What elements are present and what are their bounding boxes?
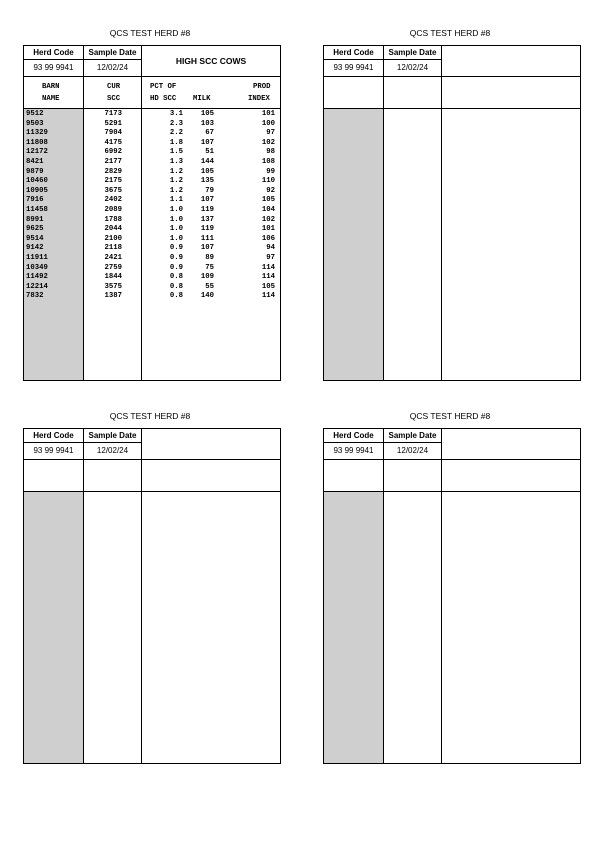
sample-date-cell xyxy=(384,429,442,459)
table-row xyxy=(24,196,280,206)
cell-barn: 12172 xyxy=(26,148,48,157)
cell-pct: 0.9 xyxy=(169,263,183,272)
panel-title: QCS TEST HERD #8 xyxy=(409,411,491,421)
report-header xyxy=(24,429,280,460)
report-frame xyxy=(323,428,581,764)
report-frame xyxy=(23,428,281,764)
table-row xyxy=(24,235,280,245)
cell-prod: 108 xyxy=(261,157,275,166)
report-frame xyxy=(23,45,281,381)
cell-prod: 101 xyxy=(261,225,275,234)
cell-prod: 94 xyxy=(266,244,275,253)
cell-pct: 1.2 xyxy=(169,177,183,186)
cell-barn: 9879 xyxy=(26,167,44,176)
cell-prod: 110 xyxy=(261,177,275,186)
cell-pct: 2.2 xyxy=(169,129,183,138)
cell-milk: 105 xyxy=(200,167,214,176)
cell-milk: 135 xyxy=(200,177,214,186)
cell-milk: 79 xyxy=(205,186,214,195)
cell-milk: 140 xyxy=(200,292,214,301)
cell-milk: 55 xyxy=(205,282,214,291)
cell-pct: 1.3 xyxy=(169,157,183,166)
divider xyxy=(441,429,442,763)
report-frame xyxy=(323,45,581,381)
cell-scc: 4175 xyxy=(104,138,122,147)
sample-date-cell xyxy=(84,429,142,459)
cell-milk: 75 xyxy=(205,263,214,272)
herd-code-value: 93 99 9941 xyxy=(333,446,374,455)
cell-barn: 11458 xyxy=(26,205,48,214)
cell-prod: 105 xyxy=(261,196,275,205)
cell-prod: 102 xyxy=(261,215,275,224)
cell-milk: 119 xyxy=(200,225,214,234)
barn-name-column-shade xyxy=(324,108,384,380)
cell-scc: 2402 xyxy=(104,196,122,205)
cell-prod: 101 xyxy=(261,110,275,118)
table-row xyxy=(24,206,280,216)
cell-prod: 99 xyxy=(266,167,275,176)
col-cur-1: CUR xyxy=(107,83,121,91)
panel-title: QCS TEST HERD #8 xyxy=(109,28,191,38)
cell-milk: 107 xyxy=(200,244,214,253)
table-row xyxy=(24,216,280,226)
cell-scc: 2829 xyxy=(104,167,122,176)
report-header xyxy=(324,429,580,460)
divider xyxy=(83,429,84,763)
table-row xyxy=(24,158,280,168)
herd-code-cell xyxy=(324,46,384,76)
col-prod-2: INDEX xyxy=(248,95,270,103)
cell-scc: 3575 xyxy=(104,282,122,291)
cell-milk: 137 xyxy=(200,215,214,224)
cell-scc: 1788 xyxy=(104,215,122,224)
cell-pct: 0.8 xyxy=(169,292,183,301)
report-panel-2 xyxy=(323,28,581,382)
cell-scc: 2759 xyxy=(104,263,122,272)
divider xyxy=(141,429,142,763)
cell-barn: 10905 xyxy=(26,186,48,195)
cell-prod: 114 xyxy=(261,292,275,301)
cell-pct: 3.1 xyxy=(169,110,183,118)
herd-code-cell xyxy=(24,429,84,459)
table-row xyxy=(24,292,280,302)
sample-date-label: Sample Date xyxy=(84,46,141,60)
cell-scc: 2175 xyxy=(104,177,122,186)
cell-scc: 1844 xyxy=(104,273,122,282)
divider xyxy=(383,46,384,380)
table-row xyxy=(24,148,280,158)
cell-barn: 7832 xyxy=(26,292,44,301)
sample-date-value: 12/02/24 xyxy=(396,446,429,455)
cell-prod: 114 xyxy=(261,263,275,272)
cell-pct: 1.0 xyxy=(169,225,183,234)
cell-pct: 0.8 xyxy=(169,273,183,282)
cell-barn: 10460 xyxy=(26,177,48,186)
cell-pct: 1.8 xyxy=(169,138,183,147)
cell-scc: 2089 xyxy=(104,205,122,214)
table-row xyxy=(24,273,280,283)
cell-scc: 3675 xyxy=(104,186,122,195)
herd-code-cell xyxy=(324,429,384,459)
cell-barn: 11911 xyxy=(26,253,48,262)
cell-pct: 0.9 xyxy=(169,244,183,253)
table-row xyxy=(24,110,280,120)
cell-pct: 1.0 xyxy=(169,205,183,214)
herd-code-value: 93 99 9941 xyxy=(33,446,74,455)
cell-scc: 5291 xyxy=(104,119,122,128)
sample-date-cell xyxy=(84,46,142,76)
cell-prod: 100 xyxy=(261,119,275,128)
cell-scc: 7904 xyxy=(104,129,122,138)
panel-title: QCS TEST HERD #8 xyxy=(109,411,191,421)
report-title: HIGH SCC COWS xyxy=(175,56,247,66)
cell-barn: 9142 xyxy=(26,244,44,253)
cell-scc: 6992 xyxy=(104,148,122,157)
cell-milk: 105 xyxy=(200,110,214,118)
column-headers xyxy=(324,77,580,109)
cell-milk: 51 xyxy=(205,148,214,157)
sample-date-value: 12/02/24 xyxy=(96,446,129,455)
barn-name-column-shade xyxy=(324,491,384,763)
cell-barn: 9512 xyxy=(26,110,44,118)
table-row xyxy=(24,225,280,235)
cell-barn: 7916 xyxy=(26,196,44,205)
column-headers xyxy=(24,460,280,492)
col-prod-1: PROD xyxy=(253,83,271,91)
col-pct-2: HD SCC xyxy=(150,95,177,103)
herd-code-label: Herd Code xyxy=(24,46,83,60)
herd-code-value: 93 99 9941 xyxy=(33,63,74,72)
cell-pct: 1.0 xyxy=(169,234,183,243)
cell-prod: 97 xyxy=(266,129,275,138)
table-row xyxy=(24,254,280,264)
cell-prod: 98 xyxy=(266,148,275,157)
cell-prod: 102 xyxy=(261,138,275,147)
cell-prod: 105 xyxy=(261,282,275,291)
cell-pct: 1.2 xyxy=(169,186,183,195)
cell-milk: 89 xyxy=(205,253,214,262)
cell-prod: 92 xyxy=(266,186,275,195)
cell-pct: 1.1 xyxy=(169,196,183,205)
sample-date-label: Sample Date xyxy=(84,429,141,443)
table-row xyxy=(24,283,280,293)
column-headers xyxy=(324,460,580,492)
cell-pct: 1.0 xyxy=(169,215,183,224)
cell-scc: 2118 xyxy=(104,244,122,253)
cell-pct: 0.9 xyxy=(169,253,183,262)
herd-code-cell xyxy=(24,46,84,76)
sample-date-label: Sample Date xyxy=(384,429,441,443)
sample-date-value: 12/02/24 xyxy=(96,63,129,72)
col-milk: MILK xyxy=(193,95,211,103)
divider xyxy=(441,46,442,380)
cell-milk: 107 xyxy=(200,138,214,147)
table-row xyxy=(24,168,280,178)
cell-barn: 8421 xyxy=(26,157,44,166)
column-headers xyxy=(24,77,280,109)
table-row xyxy=(24,187,280,197)
cell-prod: 104 xyxy=(261,205,275,214)
report-panel-1 xyxy=(23,28,281,382)
table-row xyxy=(24,244,280,254)
herd-code-label: Herd Code xyxy=(324,46,383,60)
herd-code-label: Herd Code xyxy=(24,429,83,443)
cell-barn: 11329 xyxy=(26,129,48,138)
sample-date-value: 12/02/24 xyxy=(396,63,429,72)
cell-barn: 12214 xyxy=(26,282,48,291)
cell-barn: 9514 xyxy=(26,234,44,243)
table-row xyxy=(24,139,280,149)
herd-code-label: Herd Code xyxy=(324,429,383,443)
cell-milk: 103 xyxy=(200,119,214,128)
report-header xyxy=(24,46,280,77)
cell-pct: 0.8 xyxy=(169,282,183,291)
cell-scc: 2177 xyxy=(104,157,122,166)
cell-scc: 2044 xyxy=(104,225,122,234)
table-row xyxy=(24,120,280,130)
table-row xyxy=(24,129,280,139)
cell-scc: 7173 xyxy=(104,110,122,118)
cell-milk: 144 xyxy=(200,157,214,166)
cell-barn: 8991 xyxy=(26,215,44,224)
table-row xyxy=(24,177,280,187)
cell-pct: 2.3 xyxy=(169,119,183,128)
panel-title: QCS TEST HERD #8 xyxy=(409,28,491,38)
cell-milk: 107 xyxy=(200,196,214,205)
cell-milk: 109 xyxy=(200,273,214,282)
cell-milk: 119 xyxy=(200,205,214,214)
data-rows xyxy=(24,110,280,302)
cell-milk: 67 xyxy=(205,129,214,138)
col-barn-2: NAME xyxy=(42,95,60,103)
cell-barn: 11808 xyxy=(26,138,48,147)
report-panel-4 xyxy=(323,411,581,765)
col-pct-1: PCT OF xyxy=(150,83,177,91)
report-header xyxy=(324,46,580,77)
col-barn-1: BARN xyxy=(42,83,60,91)
cell-barn: 9625 xyxy=(26,225,44,234)
cell-barn: 9503 xyxy=(26,119,44,128)
cell-pct: 1.5 xyxy=(169,148,183,157)
cell-milk: 111 xyxy=(200,234,214,243)
cell-scc: 2421 xyxy=(104,253,122,262)
divider xyxy=(383,429,384,763)
cell-scc: 1387 xyxy=(104,292,122,301)
table-row xyxy=(24,264,280,274)
cell-prod: 114 xyxy=(261,273,275,282)
cell-pct: 1.2 xyxy=(169,167,183,176)
cell-barn: 10349 xyxy=(26,263,48,272)
cell-prod: 106 xyxy=(261,234,275,243)
cell-prod: 97 xyxy=(266,253,275,262)
report-panel-3 xyxy=(23,411,281,765)
sample-date-label: Sample Date xyxy=(384,46,441,60)
barn-name-column-shade xyxy=(24,491,84,763)
cell-scc: 2100 xyxy=(104,234,122,243)
sample-date-cell xyxy=(384,46,442,76)
col-cur-2: SCC xyxy=(107,95,121,103)
herd-code-value: 93 99 9941 xyxy=(333,63,374,72)
cell-barn: 11492 xyxy=(26,273,48,282)
